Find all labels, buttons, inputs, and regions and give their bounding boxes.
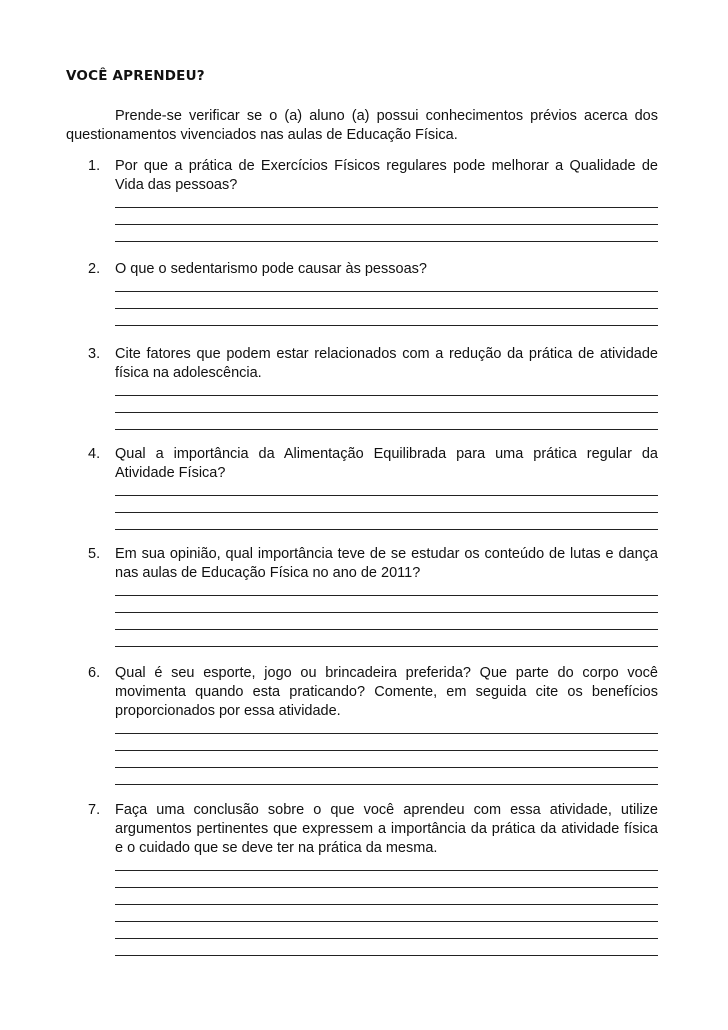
answer-line[interactable] <box>115 938 658 939</box>
answer-line[interactable] <box>115 512 658 513</box>
answer-line[interactable] <box>115 733 658 734</box>
answer-lines[interactable] <box>115 495 658 530</box>
answer-line[interactable] <box>115 870 658 871</box>
answer-line[interactable] <box>115 750 658 751</box>
answer-lines[interactable] <box>115 207 658 242</box>
answer-line[interactable] <box>115 887 658 888</box>
answer-lines[interactable] <box>115 291 658 326</box>
answer-line[interactable] <box>115 767 658 768</box>
question-text: O que o sedentarismo pode causar às pessoas? <box>115 261 427 277</box>
answer-line[interactable] <box>115 224 658 225</box>
question-number: 7. <box>88 802 101 818</box>
answer-line[interactable] <box>115 395 658 396</box>
answer-line[interactable] <box>115 612 658 613</box>
question-number: 6. <box>88 665 101 681</box>
question-number: 3. <box>88 346 101 362</box>
answer-line[interactable] <box>115 291 658 292</box>
answer-line[interactable] <box>115 429 658 430</box>
question-number: 5. <box>88 546 101 562</box>
question-2 <box>88 260 658 342</box>
question-text: Faça uma conclusão sobre o que você aprendeu com essa atividade, utilize argumentos pertinentes que expressem a importância da prática da atividade física e o cuidado que se deve ter na prática da mesma. <box>115 802 658 856</box>
answer-line[interactable] <box>115 412 658 413</box>
question-number: 4. <box>88 446 101 462</box>
page-title: VOCÊ APRENDEU? <box>66 68 205 84</box>
answer-line[interactable] <box>115 904 658 905</box>
question-text: Qual a importância da Alimentação Equilibrada para uma prática regular da Atividade Física? <box>115 446 658 481</box>
question-number: 2. <box>88 261 101 277</box>
question-4 <box>88 445 658 546</box>
question-text: Por que a prática de Exercícios Físicos regulares pode melhorar a Qualidade de Vida das pessoas? <box>115 158 658 193</box>
answer-line[interactable] <box>115 629 658 630</box>
question-3 <box>88 345 658 446</box>
answer-lines[interactable] <box>115 595 658 647</box>
question-7 <box>88 801 658 972</box>
answer-line[interactable] <box>115 207 658 208</box>
answer-lines[interactable] <box>115 733 658 785</box>
question-6 <box>88 664 658 801</box>
question-text: Cite fatores que podem estar relacionados com a redução da prática de atividade física na adolescência. <box>115 346 658 381</box>
answer-line[interactable] <box>115 529 658 530</box>
question-number: 1. <box>88 158 101 174</box>
question-1 <box>88 157 658 258</box>
answer-lines[interactable] <box>115 395 658 430</box>
answer-line[interactable] <box>115 921 658 922</box>
answer-line[interactable] <box>115 495 658 496</box>
intro-paragraph: Prende-se verificar se o (a) aluno (a) possui conhecimentos prévios acerca dos questionamentos vivenciados nas aulas de Educação Física. <box>66 108 658 143</box>
answer-line[interactable] <box>115 308 658 309</box>
answer-line[interactable] <box>115 646 658 647</box>
answer-line[interactable] <box>115 955 658 956</box>
question-text: Em sua opinião, qual importância teve de se estudar os conteúdo de lutas e dança nas aulas de Educação Física no ano de 2011? <box>115 546 658 581</box>
answer-line[interactable] <box>115 241 658 242</box>
answer-lines[interactable] <box>115 870 658 956</box>
question-5 <box>88 545 658 663</box>
answer-line[interactable] <box>115 595 658 596</box>
answer-line[interactable] <box>115 784 658 785</box>
answer-line[interactable] <box>115 325 658 326</box>
question-text: Qual é seu esporte, jogo ou brincadeira preferida? Que parte do corpo você movimenta quando esta praticando? Comente, em seguida cite os benefícios proporcionados por essa atividade. <box>115 665 658 719</box>
